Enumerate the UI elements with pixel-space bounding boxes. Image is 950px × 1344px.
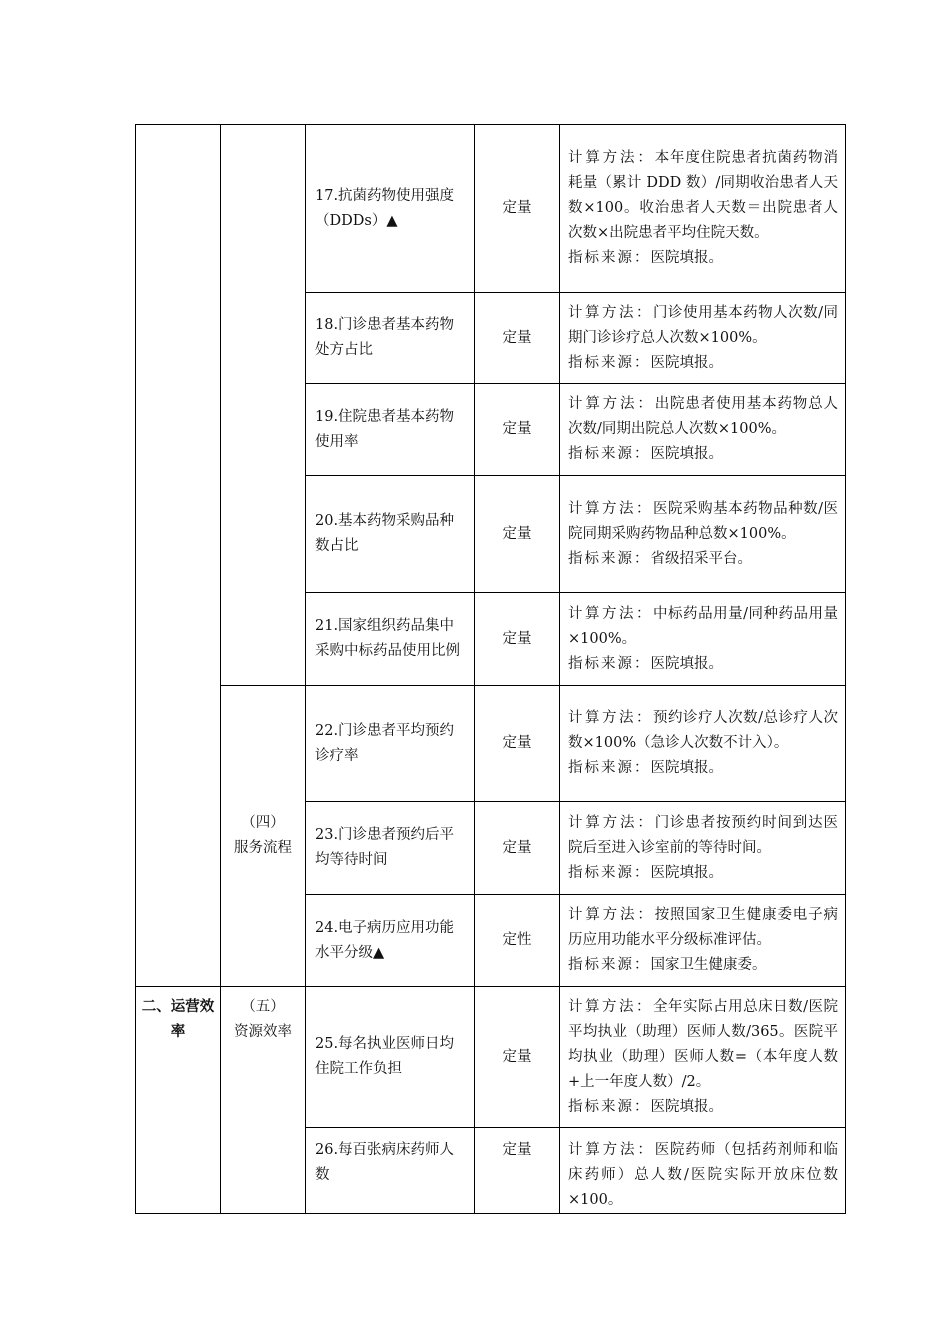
dimension-cell-empty (221, 125, 306, 686)
indicator-cell: 24.电子病历应用功能水平分级▲ (306, 895, 475, 987)
method-label: 计算方法： (568, 710, 654, 726)
source-text: 医院填报。 (650, 354, 723, 371)
method-text: 医院采购基本药物品种数/医院同期采购药物品种总数×100%。 (568, 500, 839, 542)
type-cell: 定量 (475, 686, 560, 802)
type-cell: 定量 (475, 293, 560, 384)
source-text: 医院填报。 (650, 655, 723, 672)
method-label: 计算方法： (568, 396, 655, 412)
type-cell: 定量 (475, 384, 560, 476)
source-label: 指标来源： (568, 550, 651, 567)
indicator-table (135, 124, 846, 1214)
method-cell (560, 895, 846, 987)
type-cell: 定性 (475, 895, 560, 987)
dimension-cell-service-flow (221, 686, 306, 987)
method-cell (560, 686, 846, 802)
type-cell: 定量 (475, 476, 560, 593)
source-label: 指标来源： (568, 354, 651, 371)
method-label: 计算方法： (568, 998, 654, 1015)
source-text: 医院填报。 (650, 1098, 723, 1115)
method-text: 门诊使用基本药物人次数/同期门诊诊疗总人次数×100%。 (568, 304, 839, 346)
dimension-number: （四） (241, 815, 285, 831)
method-label: 计算方法： (568, 500, 654, 517)
indicator-cell: 20.基本药物采购品种数占比 (306, 476, 475, 593)
source-text: 省级招采平台。 (650, 550, 752, 567)
method-label: 计算方法： (568, 907, 655, 923)
source-text: 医院填报。 (650, 760, 723, 776)
source-label: 指标来源： (568, 760, 651, 776)
method-cell (560, 125, 846, 293)
source-text: 国家卫生健康委。 (650, 957, 767, 973)
indicator-cell: 18.门诊患者基本药物处方占比 (306, 293, 475, 384)
dimension-cell-resource-eff (221, 987, 306, 1214)
method-text: 按照国家卫生健康委电子病历应用功能水平分级标准评估。 (568, 907, 838, 948)
table-row (136, 686, 846, 802)
indicator-cell: 19.住院患者基本药物使用率 (306, 384, 475, 476)
method-text: 预约诊疗人次数/总诊疗人次数×100%（急诊人次数不计入）。 (568, 710, 839, 751)
method-cell (560, 476, 846, 593)
method-cell (560, 802, 846, 895)
category-cell-empty (136, 125, 221, 987)
method-cell (560, 384, 846, 476)
source-text: 医院填报。 (650, 250, 723, 266)
method-label: 计算方法： (568, 1142, 655, 1158)
indicator-cell: 25.每名执业医师日均住院工作负担 (306, 987, 475, 1128)
indicator-cell: 17.抗菌药物使用强度（DDDs）▲ (306, 125, 475, 293)
method-text: 本年度住院患者抗菌药物消耗量（累计 DDD 数）/同期收治患者人天数×100。收治患者人天数＝出院患者人次数×出院患者平均住院天数。 (568, 150, 838, 241)
source-label: 指标来源： (568, 1098, 651, 1115)
method-text: 全年实际占用总床日数/医院平均执业（助理）医师人数/365。医院平均执业（助理）医师人数=（本年度人数+上一年度人数）/2。 (568, 998, 839, 1090)
category-label: 二、运营效率 (141, 999, 215, 1040)
method-label: 计算方法： (568, 605, 654, 622)
indicator-cell: 21.国家组织药品集中采购中标药品使用比例 (306, 593, 475, 686)
dimension-name: 资源效率 (234, 1024, 292, 1040)
category-cell-ops (136, 987, 221, 1214)
source-text: 医院填报。 (650, 864, 723, 881)
method-label: 计算方法： (568, 814, 655, 831)
type-cell: 定量 (475, 125, 560, 293)
method-text: 医院药师（包括药剂师和临床药师）总人数/医院实际开放床位数×100。 (568, 1142, 838, 1208)
method-cell (560, 987, 846, 1128)
method-text: 门诊患者按预约时间到达医院后至进入诊室前的等待时间。 (568, 814, 838, 856)
type-cell: 定量 (475, 802, 560, 895)
method-text: 中标药品用量/同种药品用量×100%。 (568, 605, 839, 647)
source-text: 医院填报。 (650, 446, 723, 462)
indicator-cell: 23.门诊患者预约后平均等待时间 (306, 802, 475, 895)
source-label: 指标来源： (568, 446, 651, 462)
type-cell: 定量 (475, 593, 560, 686)
method-text: 出院患者使用基本药物总人次数/同期出院总人次数×100%。 (568, 396, 838, 437)
indicator-cell: 26.每百张病床药师人数 (306, 1128, 475, 1214)
method-cell (560, 1128, 846, 1214)
method-label: 计算方法： (568, 150, 655, 166)
method-cell (560, 293, 846, 384)
dimension-number: （五） (241, 999, 285, 1015)
method-cell (560, 593, 846, 686)
type-cell: 定量 (475, 1128, 560, 1214)
table-row (136, 125, 846, 293)
table-row (136, 987, 846, 1128)
indicator-cell: 22.门诊患者平均预约诊疗率 (306, 686, 475, 802)
source-label: 指标来源： (568, 864, 651, 881)
source-label: 指标来源： (568, 957, 651, 973)
source-label: 指标来源： (568, 250, 651, 266)
source-label: 指标来源： (568, 655, 651, 672)
type-cell: 定量 (475, 987, 560, 1128)
method-label: 计算方法： (568, 304, 654, 321)
dimension-name: 服务流程 (234, 840, 292, 856)
